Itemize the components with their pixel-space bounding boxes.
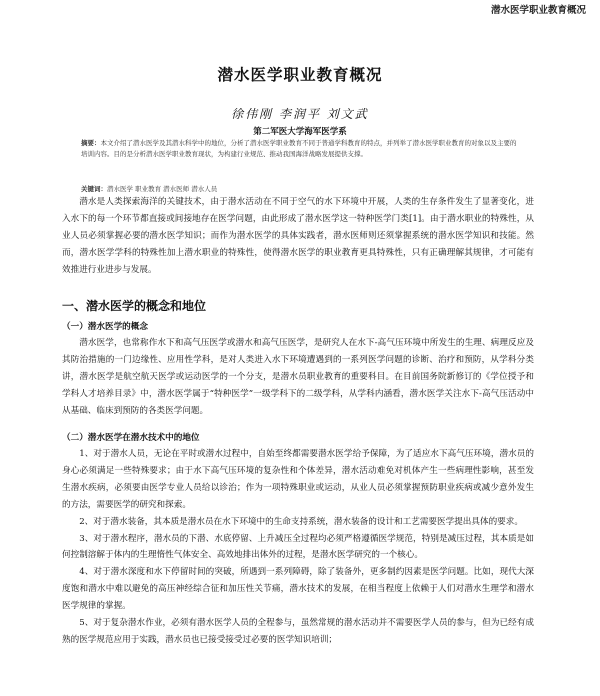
page-title: 潜水医学职业教育概况 [217, 66, 383, 84]
intro-paragraph: 潜水是人类探索海洋的关键技术，由于潜水活动在不同于空气的水下环境中开展，人类的生存条件发生了显著变化，进入水下的每一个环节都直接或间接地存在医学问题，由此形成了潜水医学这一特种医学门类[1]。由于潜水职业的特殊性，从业人员必须掌握必要的潜水医学知识；而作为潜水医学的具体实践者，潜水医师则还须掌握系统的潜水医学知识和技能。然而，潜水医学学科的特殊性加上潜水职业的特殊性，使得潜水医学的职业教育更具特殊性，只有正确理解其规律，才可能有效推进行业进步与发展。 [62, 197, 534, 275]
concept-paragraph: 潜水医学，也常称作水下和高气压医学或潜水和高气压医学，是研究人在水下-高气压环境中所发生的生理、病理反应及其防治措施的一门边缘性、应用性学科，是对人类进入水下环境遭遇到的一系列医学问题的诊断、治疗和预防，从学科分类讲，潜水医学是航空航天医学或运动医学的一个分支，是潜水员职业教育的重要科目。在目前国务院新修订的《学位授予和学科人才培养目录》中，潜水医学属于“特种医学”一级学科下的二级学科，从学科内涵看，潜水医学关注水下-高气压活动中从基础、临床到预防的各类医学问题。 [62, 338, 534, 416]
abstract-text: 本文介绍了潜水医学及其潜水科学中的地位，分析了潜水医学职业教育不同于普通学科教育的特点，并列举了潜水医学职业教育的对象以及主要的培训内容。目的是分析潜水医学职业教育现状，为构建行业规范、推动我国海洋战略发展提供支撑。 [81, 139, 517, 158]
authors: 徐伟刚 李润平 刘文武 [231, 107, 369, 121]
status-paragraph: 3、对于潜水程序，潜水员的下潜、水底停留、上升减压全过程均必须严格遵循医学规范，特别是减压过程，其本质是如何控制溶解于体内的生理惰性气体安全、高效地排出体外的过程，是潜水医学研究的一个核心。 [62, 533, 534, 561]
abstract-label: 摘要： [81, 139, 101, 147]
running-head: 潜水医学职业教育概况 [490, 5, 586, 16]
intro-section [62, 194, 534, 279]
status-paragraph: 5、对于复杂潜水作业，必须有潜水医学人员的全程参与，虽然常规的潜水活动并不需要医学人员的参与，但为已经有成熟的医学规范应用于实践，潜水员也已接受接受过必要的医学知识培训； [62, 618, 534, 645]
affiliation: 第二军医大学海军医学系 [253, 127, 347, 137]
concept-section [62, 335, 534, 420]
subsection-heading-status: （二）潜水医学在潜水技术中的地位 [62, 433, 200, 443]
status-paragraph: 2、对于潜水装备，其本质是潜水员在水下环境中的生命支持系统，潜水装备的设计和工艺需要医学提出具体的要求。 [79, 516, 523, 527]
status-section [62, 446, 534, 649]
section-heading: 一、潜水医学的概念和地位 [62, 299, 207, 313]
keywords [81, 184, 521, 193]
status-paragraph: 4、对于潜水深度和水下停留时间的突破，所遇到一系列障碍，除了装备外，更多制约因素是医学问题。比如，现代大深度饱和潜水中难以避免的高压神经综合征和加压性关节痛，潜水技术的发展，在相当程度上依赖于人们对潜水生理学和潜水医学规律的掌握。 [62, 567, 534, 612]
status-paragraph: 1、对于潜水人员，无论在平时或潜水过程中，自始至终都需要潜水医学给予保障，为了适应水下高气压环境，潜水员的身心必须满足一些特殊要求；由于水下高气压环境的复杂性和个体差异，潜水活动难免对机体产生一些病理性影响，甚至发生潜水疾病，必须要由医学专业人员给以诊治；作为一项特殊职业或运动，从业人员必须掌握预防职业疾病或减少意外发生的方法，需要医学的研究和探索。 [62, 449, 534, 510]
keywords-text: 潜水医学 职业教育 潜水医师 潜水人员 [107, 185, 218, 193]
keywords-label: 关键词： [81, 185, 107, 193]
abstract [81, 138, 521, 160]
subsection-heading-concept: （一）潜水医学的概念 [62, 322, 148, 332]
